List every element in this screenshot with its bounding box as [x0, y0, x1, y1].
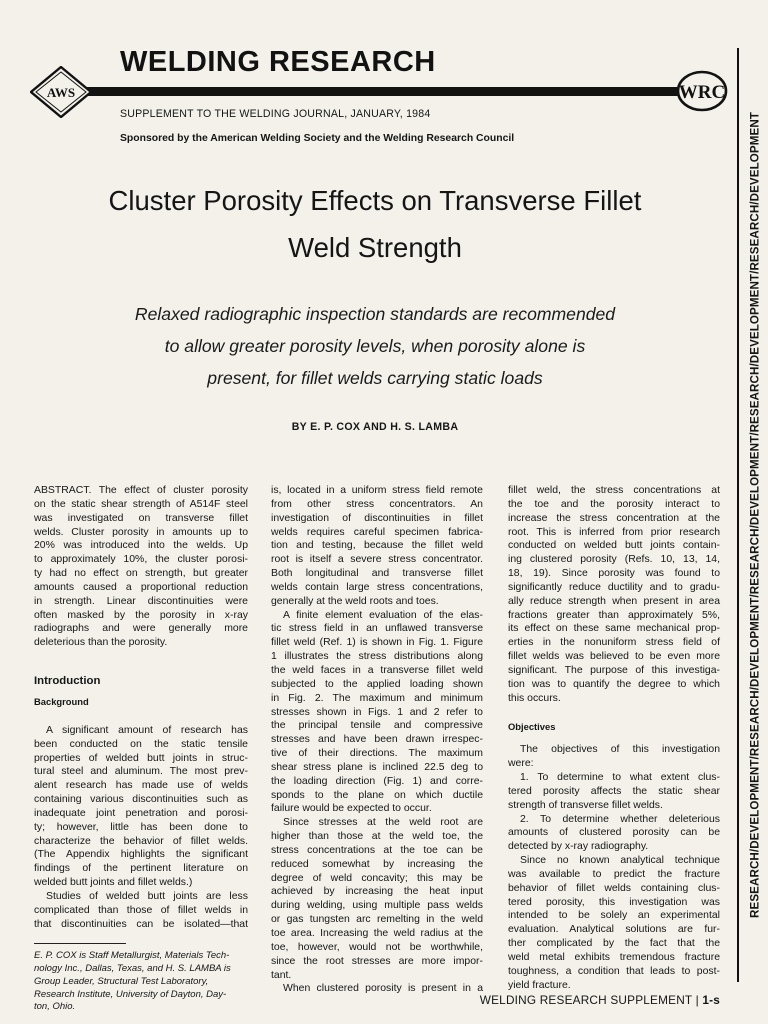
- text-line: toe, however, would not be worthwhile,: [271, 941, 483, 953]
- footnote-line: Group Leader, Structural Test Laboratory,: [34, 975, 209, 987]
- footnote-line: Research Institute, University of Dayton, Day-: [34, 988, 227, 1000]
- text-line: containing various discontinuities such as: [34, 794, 248, 806]
- text-line: or gas tungsten arc remelting in the weld: [271, 914, 483, 926]
- text-line: root. This is inferred from prior research: [508, 526, 720, 538]
- paragraph: [271, 816, 483, 982]
- subtitle-line-2: to allow greater porosity levels, when porosity alone is: [164, 336, 586, 356]
- text-line: investigation of discontinuities in fillet: [271, 512, 483, 524]
- text-line: fractions greater than approximately 5%,: [508, 609, 720, 621]
- article-title-line-1: Cluster Porosity Effects on Transverse Fillet: [108, 185, 642, 216]
- paragraph: [508, 813, 720, 855]
- subheading-background: Background: [34, 695, 89, 707]
- text-line: shear stress plane is inclined 22.5 deg to: [271, 761, 483, 773]
- text-line: that discontinuities can be isolated—that: [34, 918, 248, 930]
- text-line: inadequate joint penetration and porosi-: [34, 807, 248, 819]
- text-line: since the root stresses are more impor-: [271, 955, 483, 967]
- text-line: significantly reduce ductility and to gradu-: [508, 581, 720, 593]
- paragraph: [508, 743, 720, 771]
- text-line: tural steel and aluminum. The most prev-: [34, 766, 248, 778]
- abstract-line: 20% was introduced into the welds. Up: [34, 540, 248, 552]
- text-line: ther complicated by the fact that the: [508, 938, 720, 950]
- text-line: sponds to the plane on which ductile: [271, 789, 483, 801]
- footnote-line: ton, Ohio.: [34, 1001, 76, 1013]
- text-line: stress concentrations at the toe can be: [271, 844, 483, 856]
- page-number: 1-s: [702, 993, 720, 1007]
- text-line: increase the stress concentration at the: [508, 512, 720, 524]
- abstract-line: on the static shear strength of A514F steel: [34, 498, 248, 510]
- text-line: conducted on welded butt joints contain-: [508, 540, 720, 552]
- text-line: The objectives of this investigation: [520, 744, 720, 756]
- sidebar-text: RESEARCH/DEVELOPMENT/RESEARCH/DEVELOPMENT/RESEARCH/DEVELOPMENT/RESEARCH/DEVELOPMENT/RESEARCH/DEVELOPMENT: [748, 112, 761, 918]
- text-line: characterize the behavior of fillet welds.: [34, 835, 248, 847]
- text-line: the principal tensile and compressive: [271, 720, 483, 732]
- text-line: toe area. Increasing the weld radius at the: [271, 928, 483, 939]
- text-line: tant.: [271, 969, 292, 981]
- abstract-line: deleterious than the porosity.: [34, 637, 168, 649]
- text-line: failure would be expected to occur.: [271, 803, 432, 815]
- sponsor-line: Sponsored by the American Welding Society and the Welding Research Council: [120, 133, 515, 144]
- text-line: Since no known analytical technique: [520, 855, 720, 867]
- text-line: the loading direction (Fig. 1) and corre-: [271, 775, 483, 787]
- paragraph: [508, 771, 720, 813]
- text-line: welded butt joints and fillet welds.): [34, 877, 193, 889]
- abstract-line: ABSTRACT. The effect of cluster porosity: [34, 485, 248, 496]
- text-line: root is itself a severe stress concentrator.: [271, 554, 483, 566]
- subtitle-line-3: present, for fillet welds carrying static loads: [207, 368, 543, 388]
- masthead-title: WELDING RESEARCH: [120, 46, 436, 78]
- text-line: been conducted on the static tensile: [34, 738, 248, 750]
- text-line: welds contain large stress concentrations,: [271, 581, 483, 593]
- footnote-rule: [34, 943, 126, 944]
- wrc-logo-text: WRC: [678, 82, 726, 103]
- text-line: weld metal exhibits tremendous fracture: [508, 952, 720, 963]
- text-line: generally at the weld roots and toes.: [271, 595, 439, 607]
- text-line: ty; however, little has been done to: [34, 821, 248, 833]
- text-line: tion and testing, because the fillet weld: [271, 540, 483, 552]
- abstract-line: amounts caused a proportional reduction: [34, 581, 248, 593]
- text-line: 2. To determine whether deleterious: [520, 813, 720, 825]
- text-line: reduced somewhat by increasing the: [271, 858, 483, 870]
- research-development-sidebar: [737, 48, 768, 982]
- text-line: evaluation. Analytical solutions are fur-: [508, 924, 720, 936]
- footer-label: WELDING RESEARCH SUPPLEMENT: [479, 993, 693, 1007]
- text-line: Studies of welded butt joints are less: [46, 890, 248, 902]
- text-line: 18, 19). Since porosity was found to: [508, 568, 720, 580]
- text-line: during welding, using multiple pass welds: [271, 900, 483, 912]
- text-line: amounts of clustered porosity can be: [508, 827, 720, 839]
- text-line: Both longitudinal and transverse fillet: [271, 568, 483, 580]
- text-line: stresses shown in Figs. 1 and 2 refer to: [271, 706, 483, 718]
- abstract-line: ty had no effect on strength, but greater: [34, 568, 248, 580]
- abstract-line: welds. Cluster porosity in amounts up to: [34, 526, 248, 538]
- abstract-line: in strength. Linear discontinuities were: [34, 595, 248, 607]
- text-line: fillet welds was believed to be even more: [508, 651, 720, 663]
- text-line: is, located in a uniform stress field remote: [271, 485, 483, 496]
- paragraph: [271, 484, 483, 609]
- text-line: significant. The purpose of this investiga-: [508, 664, 720, 676]
- text-line: fillet weld (Ref. 1) is shown in Fig. 1. Figure: [271, 637, 483, 649]
- text-line: A significant amount of research has: [46, 724, 248, 736]
- section-heading-introduction: Introduction: [34, 675, 101, 688]
- text-line: findings of the pertinent literature on: [34, 863, 248, 875]
- abstract-line: radiographs and were generally more: [34, 623, 248, 635]
- text-line: behavior of fillet welds containing clus-: [508, 882, 720, 894]
- footnote-line: nology Inc., Dallas, Texas, and H. S. LAMBA is: [34, 963, 231, 975]
- text-line: were:: [508, 758, 534, 770]
- text-line: the weld faces in a transverse fillet weld: [271, 664, 483, 676]
- text-line: tive of their directions. The maximum: [271, 748, 483, 760]
- text-line: the toe and the porosity interact to: [508, 498, 720, 510]
- subtitle-line-1: Relaxed radiographic inspection standards are recommended: [134, 304, 616, 324]
- article-title-line-2: Weld Strength: [288, 232, 462, 263]
- column-1: [34, 484, 248, 1014]
- aws-logo: [30, 66, 92, 118]
- text-line: was available to predict the fracture: [508, 868, 720, 880]
- text-line: its effect on these same mechanical prop-: [508, 623, 720, 635]
- paragraph: [271, 982, 483, 996]
- text-line: fillet weld, the stress concentrations at: [508, 485, 720, 496]
- footnote-line: E. P. COX is Staff Metallurgist, Materials Tech-: [34, 950, 230, 962]
- text-line: properties of welded butt joints in struc-: [34, 752, 248, 764]
- text-line: achieved by increasing the heat input: [271, 886, 483, 898]
- subheading-objectives: Objectives: [508, 720, 556, 732]
- text-line: (The Appendix highlights the significant: [34, 849, 248, 861]
- paragraph: [271, 609, 483, 817]
- text-line: stresses and have been drawn irrespec-: [271, 734, 483, 746]
- text-line: strength of transverse fillet welds.: [508, 799, 663, 811]
- text-line: Since stresses at the weld root are: [283, 817, 483, 829]
- text-line: erties in the nonuniform stress field of: [508, 637, 720, 649]
- text-line: higher than those at the weld toe, the: [271, 831, 483, 843]
- text-line: tered porosity affects the static shear: [508, 785, 720, 797]
- text-line: in Fig. 2. The maximum and minimum: [271, 692, 483, 704]
- text-line: 1 illustrates the stress distributions along: [271, 651, 483, 663]
- text-line: tered porosity, this investigation was: [508, 896, 720, 908]
- column-2: [271, 484, 483, 996]
- page-footer: [480, 993, 720, 1007]
- wrc-logo: [676, 70, 728, 112]
- text-line: ally reduce strength when present in area: [508, 595, 720, 607]
- text-line: When clustered porosity is present in a: [283, 983, 483, 995]
- text-line: degree of weld concavity; this may be: [271, 872, 483, 884]
- text-line: from other stress concentrators. An: [271, 498, 483, 510]
- text-line: detected by x-ray radiography.: [508, 841, 649, 853]
- text-line: tion was to quantify the degree to which: [508, 678, 720, 690]
- text-line: welds requires careful specimen fabrica-: [271, 526, 483, 538]
- abstract-line: to approximately 10%, the cluster porosi-: [34, 554, 248, 566]
- text-line: intended to be solely an experimental: [508, 910, 720, 922]
- text-line: yield fracture.: [508, 979, 571, 991]
- paragraph: [508, 484, 720, 706]
- paragraph: [508, 854, 720, 992]
- aws-logo-text: AWS: [46, 85, 76, 100]
- text-line: tic stress field in an unflawed transverse: [271, 623, 483, 635]
- text-line: A finite element evaluation of the elas-: [283, 609, 483, 621]
- author-footnote: [34, 950, 248, 1013]
- text-line: complicated than those of fillet welds in: [34, 904, 248, 916]
- footer-separator: |: [695, 993, 699, 1007]
- text-line: this occurs.: [508, 692, 561, 704]
- paragraph: [34, 724, 248, 890]
- supplement-line: SUPPLEMENT TO THE WELDING JOURNAL, JANUARY, 1984: [120, 108, 431, 120]
- text-line: subjected to the applied loading shown: [271, 678, 483, 690]
- masthead-rule: [66, 87, 710, 96]
- abstract: [34, 484, 248, 650]
- paragraph: [34, 890, 248, 932]
- text-line: 1. To determine to what extent clus-: [520, 772, 720, 784]
- text-line: toughness, a condition that leads to post-: [508, 965, 720, 977]
- text-line: alent research has made use of welds: [34, 780, 248, 792]
- column-3: [508, 484, 720, 993]
- text-line: ing clustered porosity (Refs. 10, 13, 14,: [508, 554, 720, 566]
- abstract-line: often masked by the porosity in x-ray: [34, 609, 248, 621]
- abstract-line: was investigated on transverse fillet: [34, 512, 248, 524]
- byline: BY E. P. COX AND H. S. LAMBA: [291, 421, 459, 433]
